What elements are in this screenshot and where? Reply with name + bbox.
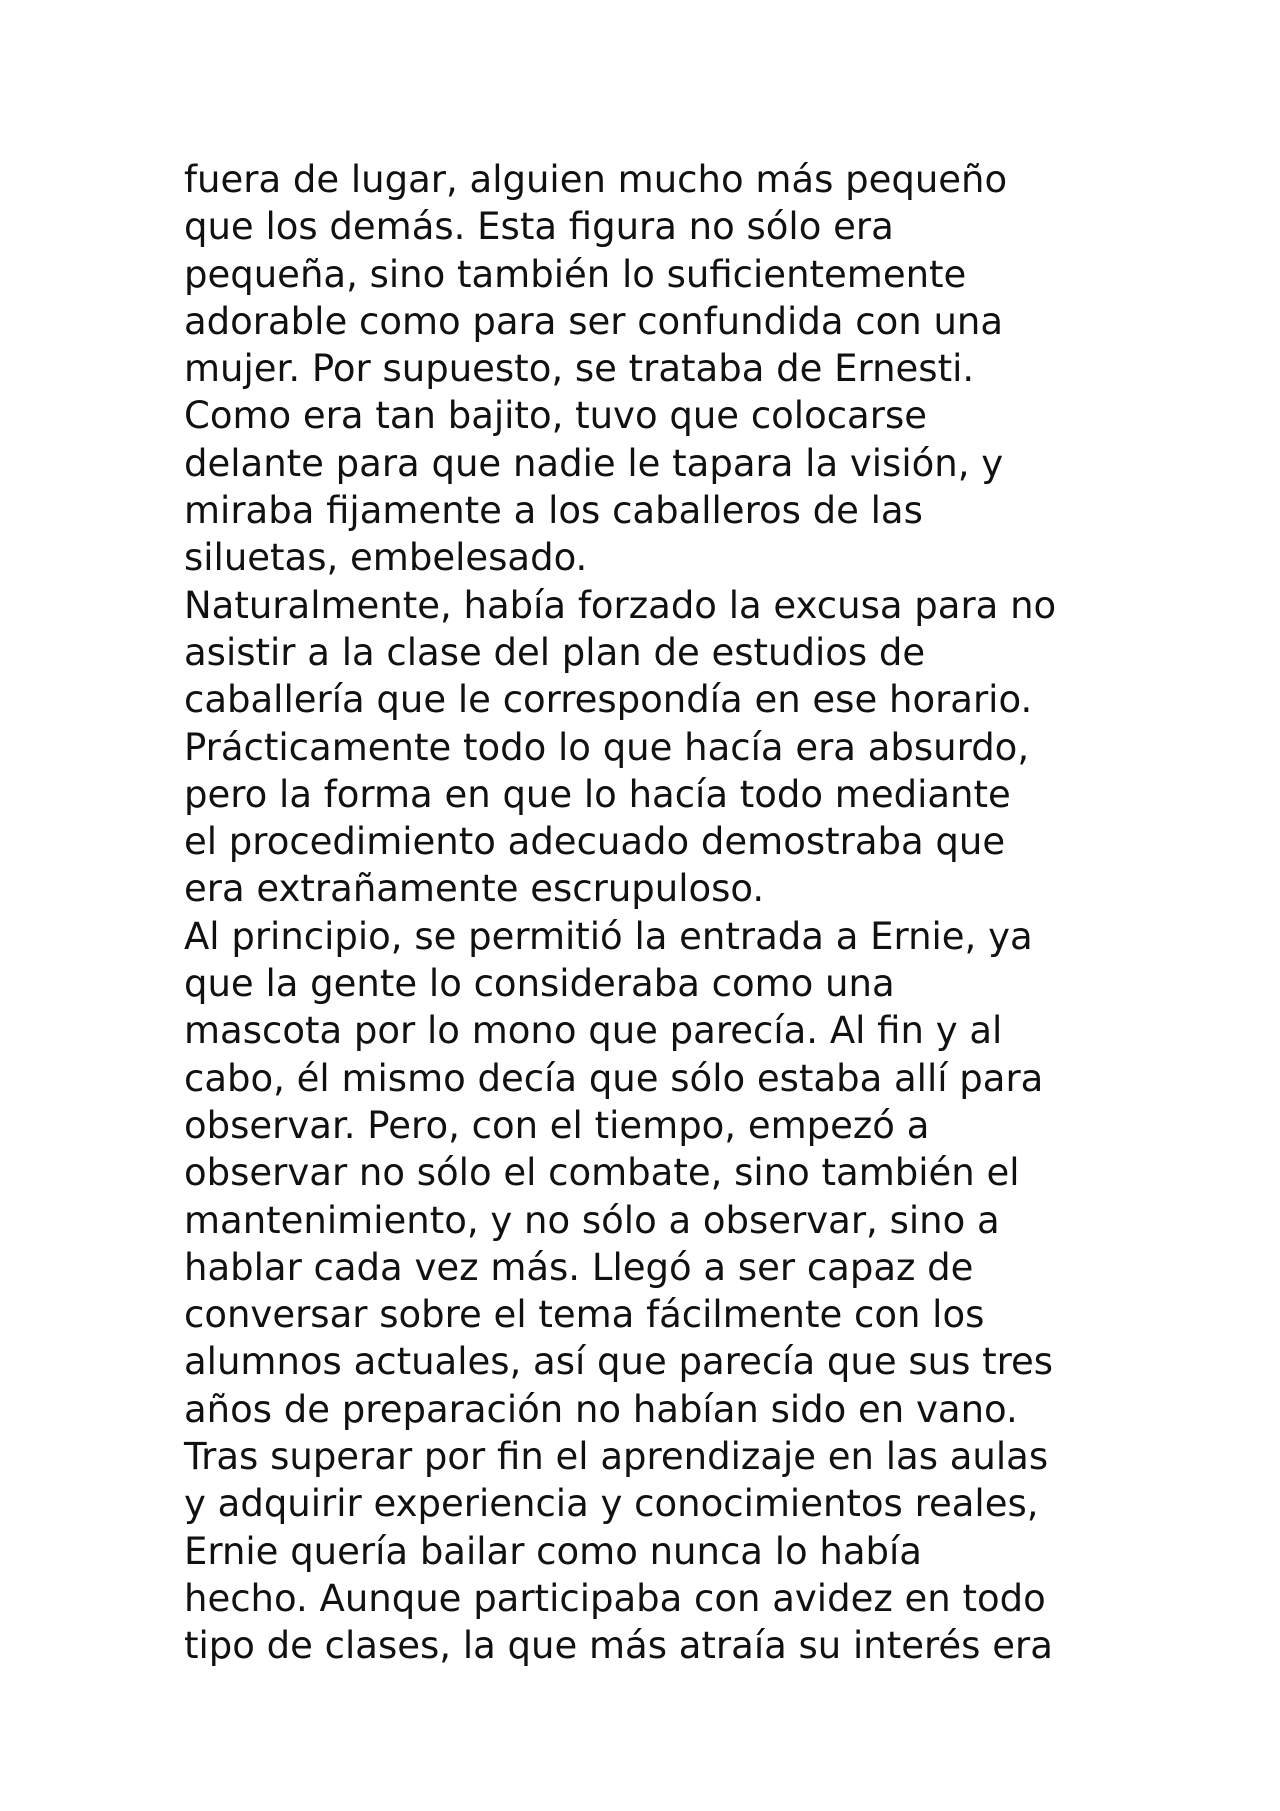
- text-line: Como era tan bajito, tuvo que colocarse: [184, 394, 927, 438]
- text-line: conversar sobre el tema fácilmente con los: [184, 1293, 985, 1337]
- text-line: hablar cada vez más. Llegó a ser capaz de: [184, 1245, 974, 1289]
- text-line: que la gente lo consideraba como una: [184, 962, 895, 1006]
- text-line: Ernie quería bailar como nunca lo había: [184, 1529, 922, 1573]
- text-line: miraba fijamente a los caballeros de las: [184, 489, 923, 533]
- text-line: era extrañamente escrupuloso.: [184, 867, 765, 911]
- text-line: mantenimiento, y no sólo a observar, sino a: [184, 1198, 1000, 1242]
- text-line: mascota por lo mono que parecía. Al fin y al: [184, 1009, 1003, 1053]
- text-line: Naturalmente, había forzado la excusa para no: [184, 583, 1057, 627]
- text-line: que los demás. Esta figura no sólo era: [184, 205, 894, 249]
- text-line: pero la forma en que lo hacía todo mediante: [184, 772, 1011, 816]
- text-line: tipo de clases, la que más atraía su interés era: [184, 1624, 1053, 1668]
- text-line: alumnos actuales, así que parecía que sus tres: [184, 1340, 1054, 1384]
- text-line: Prácticamente todo lo que hacía era absurdo,: [184, 725, 1030, 769]
- text-line: caballería que le correspondía en ese horario.: [184, 678, 1033, 722]
- text-line: asistir a la clase del plan de estudios de: [184, 630, 926, 674]
- text-line: delante para que nadie le tapara la visión, y: [184, 441, 1004, 485]
- text-line: adorable como para ser confundida con una: [184, 299, 1004, 343]
- text-line: mujer. Por supuesto, se trataba de Ernesti.: [184, 347, 975, 391]
- body-text: [184, 156, 1124, 1670]
- text-line: el procedimiento adecuado demostraba que: [184, 820, 1006, 864]
- text-line: hecho. Aunque participaba con avidez en todo: [184, 1576, 1046, 1620]
- text-line: Al principio, se permitió la entrada a Ernie, ya: [184, 914, 1033, 958]
- text-line: observar. Pero, con el tiempo, empezó a: [184, 1103, 930, 1147]
- text-line: Tras superar por fin el aprendizaje en las aulas: [184, 1435, 1049, 1479]
- text-line: siluetas, embelesado.: [184, 536, 588, 580]
- text-line: fuera de lugar, alguien mucho más pequeño: [184, 158, 1008, 201]
- text-line: pequeña, sino también lo suficientemente: [184, 252, 967, 296]
- text-line: años de preparación no habían sido en vano.: [184, 1387, 1018, 1431]
- text-line: y adquirir experiencia y conocimientos reales,: [184, 1482, 1039, 1526]
- text-line: cabo, él mismo decía que sólo estaba allí para: [184, 1056, 1044, 1100]
- text-line: observar no sólo el combate, sino también el: [184, 1151, 1020, 1195]
